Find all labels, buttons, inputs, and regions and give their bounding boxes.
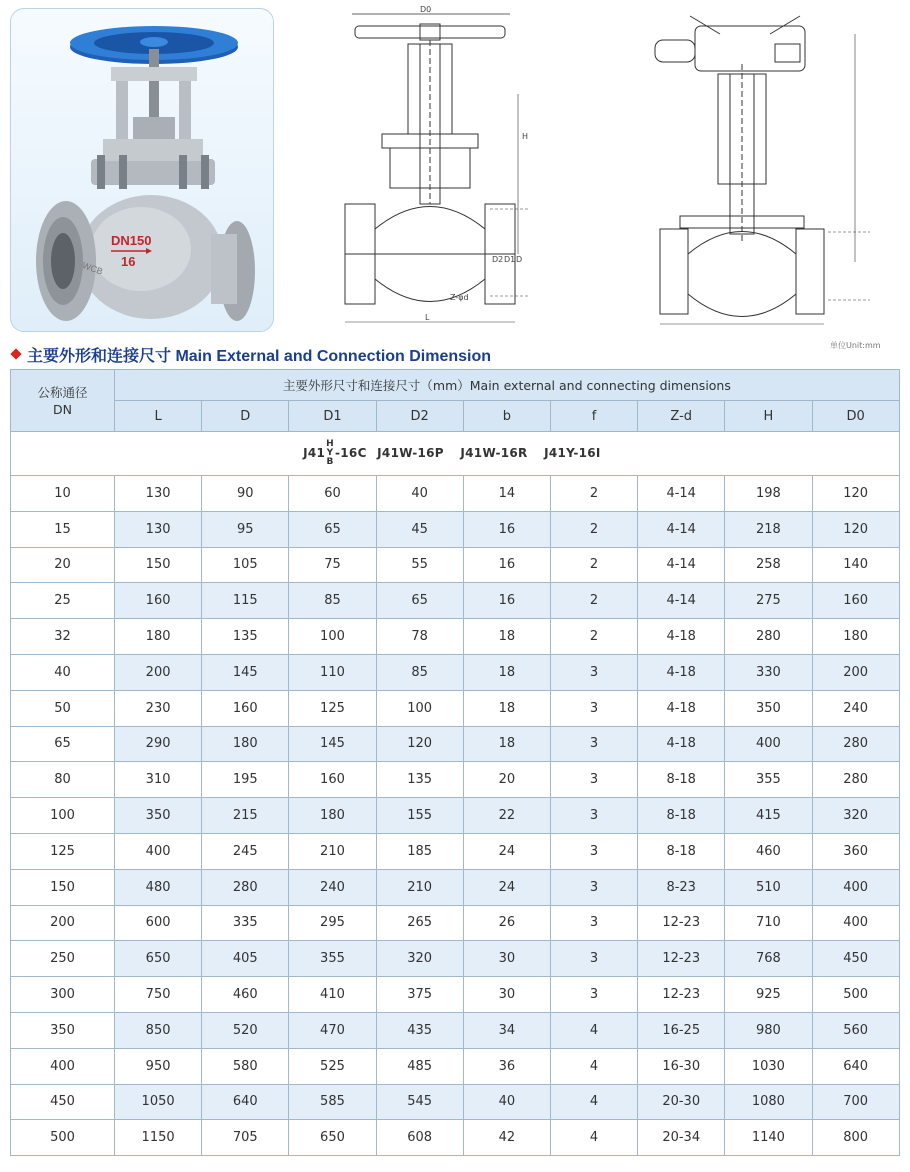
cell-b: 24 bbox=[463, 833, 550, 869]
table-row bbox=[11, 869, 900, 905]
cell-d1: 75 bbox=[289, 547, 376, 583]
cell-l: 750 bbox=[115, 977, 202, 1013]
cell-d2: 608 bbox=[376, 1120, 463, 1156]
valve-photo bbox=[10, 8, 274, 332]
table-row bbox=[11, 654, 900, 690]
cell-d1: 210 bbox=[289, 833, 376, 869]
dim-label-d: D bbox=[516, 255, 523, 264]
cell-f: 2 bbox=[550, 511, 637, 547]
cell-d0: 280 bbox=[812, 762, 899, 798]
cell-dn: 50 bbox=[11, 690, 115, 726]
cell-zd: 4-14 bbox=[638, 583, 725, 619]
cell-dn: 125 bbox=[11, 833, 115, 869]
cell-f: 2 bbox=[550, 619, 637, 655]
cell-h: 415 bbox=[725, 798, 812, 834]
cell-d2: 435 bbox=[376, 1012, 463, 1048]
diamond-bullet-icon bbox=[10, 348, 21, 359]
header-dn-en: DN bbox=[53, 401, 72, 417]
cell-d1: 125 bbox=[289, 690, 376, 726]
cell-l: 480 bbox=[115, 869, 202, 905]
cell-h: 980 bbox=[725, 1012, 812, 1048]
cell-d: 115 bbox=[202, 583, 289, 619]
cell-d0: 140 bbox=[812, 547, 899, 583]
header-col-b: b bbox=[463, 401, 550, 432]
cell-d1: 85 bbox=[289, 583, 376, 619]
cell-zd: 4-18 bbox=[638, 726, 725, 762]
cell-d: 195 bbox=[202, 762, 289, 798]
cell-d: 705 bbox=[202, 1120, 289, 1156]
cell-d: 405 bbox=[202, 941, 289, 977]
cell-d0: 120 bbox=[812, 476, 899, 512]
cell-b: 42 bbox=[463, 1120, 550, 1156]
section-heading bbox=[10, 343, 491, 365]
cell-dn: 400 bbox=[11, 1048, 115, 1084]
cell-zd: 12-23 bbox=[638, 941, 725, 977]
cell-d0: 180 bbox=[812, 619, 899, 655]
cell-l: 350 bbox=[115, 798, 202, 834]
cell-b: 40 bbox=[463, 1084, 550, 1120]
cell-b: 34 bbox=[463, 1012, 550, 1048]
cell-d: 90 bbox=[202, 476, 289, 512]
cell-d0: 640 bbox=[812, 1048, 899, 1084]
header-col-d1: D1 bbox=[289, 401, 376, 432]
cell-f: 3 bbox=[550, 654, 637, 690]
header-col-d: D bbox=[202, 401, 289, 432]
cell-b: 26 bbox=[463, 905, 550, 941]
cell-d: 280 bbox=[202, 869, 289, 905]
cell-zd: 8-18 bbox=[638, 762, 725, 798]
cell-d1: 180 bbox=[289, 798, 376, 834]
cell-d0: 500 bbox=[812, 977, 899, 1013]
cell-dn: 20 bbox=[11, 547, 115, 583]
cell-h: 925 bbox=[725, 977, 812, 1013]
cell-h: 218 bbox=[725, 511, 812, 547]
cell-l: 150 bbox=[115, 547, 202, 583]
cell-zd: 16-30 bbox=[638, 1048, 725, 1084]
cell-d0: 160 bbox=[812, 583, 899, 619]
header-group: 主要外形尺寸和连接尺寸（mm）Main external and connecting dimensions bbox=[115, 370, 900, 401]
cell-dn: 10 bbox=[11, 476, 115, 512]
cell-zd: 8-18 bbox=[638, 833, 725, 869]
cell-d1: 65 bbox=[289, 511, 376, 547]
cell-d0: 400 bbox=[812, 905, 899, 941]
dim-label-d1: D1 bbox=[504, 255, 516, 264]
cell-f: 3 bbox=[550, 798, 637, 834]
cell-d0: 200 bbox=[812, 654, 899, 690]
cell-l: 230 bbox=[115, 690, 202, 726]
cell-f: 4 bbox=[550, 1084, 637, 1120]
cell-zd: 16-25 bbox=[638, 1012, 725, 1048]
table-row bbox=[11, 798, 900, 834]
cell-zd: 12-23 bbox=[638, 977, 725, 1013]
cell-zd: 20-34 bbox=[638, 1120, 725, 1156]
cell-f: 2 bbox=[550, 583, 637, 619]
cell-l: 130 bbox=[115, 476, 202, 512]
cell-d: 95 bbox=[202, 511, 289, 547]
header-dn-cn: 公称通径 bbox=[37, 384, 88, 400]
cell-d: 335 bbox=[202, 905, 289, 941]
cell-d1: 240 bbox=[289, 869, 376, 905]
cell-h: 1080 bbox=[725, 1084, 812, 1120]
cell-d1: 145 bbox=[289, 726, 376, 762]
cell-d2: 320 bbox=[376, 941, 463, 977]
cell-d1: 60 bbox=[289, 476, 376, 512]
cell-d0: 320 bbox=[812, 798, 899, 834]
cell-dn: 450 bbox=[11, 1084, 115, 1120]
header-col-l: L bbox=[115, 401, 202, 432]
unit-note: 单位Unit:mm bbox=[830, 341, 881, 350]
cell-d: 245 bbox=[202, 833, 289, 869]
drawing-actuator-valve bbox=[650, 4, 885, 334]
body-marking-pn: 16 bbox=[121, 254, 136, 269]
cell-d2: 265 bbox=[376, 905, 463, 941]
cell-d2: 185 bbox=[376, 833, 463, 869]
cell-d: 640 bbox=[202, 1084, 289, 1120]
table-row bbox=[11, 619, 900, 655]
cell-d1: 525 bbox=[289, 1048, 376, 1084]
cell-b: 18 bbox=[463, 726, 550, 762]
header-col-f: f bbox=[550, 401, 637, 432]
model-3: J41W-16R bbox=[460, 446, 528, 460]
header-col-d0: D0 bbox=[812, 401, 899, 432]
cell-d0: 800 bbox=[812, 1120, 899, 1156]
cell-dn: 250 bbox=[11, 941, 115, 977]
model-cell bbox=[11, 432, 900, 476]
cell-f: 3 bbox=[550, 941, 637, 977]
cell-d1: 410 bbox=[289, 977, 376, 1013]
cell-h: 1030 bbox=[725, 1048, 812, 1084]
body-marking-material: WCB bbox=[80, 260, 105, 277]
cell-d: 145 bbox=[202, 654, 289, 690]
cell-dn: 25 bbox=[11, 583, 115, 619]
cell-f: 3 bbox=[550, 690, 637, 726]
model-stack: H Y B bbox=[326, 439, 334, 467]
cell-b: 30 bbox=[463, 941, 550, 977]
cell-h: 768 bbox=[725, 941, 812, 977]
cell-h: 258 bbox=[725, 547, 812, 583]
table-row bbox=[11, 726, 900, 762]
table-row bbox=[11, 1120, 900, 1156]
cell-b: 36 bbox=[463, 1048, 550, 1084]
cell-d2: 155 bbox=[376, 798, 463, 834]
cell-d2: 120 bbox=[376, 726, 463, 762]
body-marking-dn: DN150 bbox=[111, 233, 152, 248]
cell-h: 280 bbox=[725, 619, 812, 655]
cell-l: 310 bbox=[115, 762, 202, 798]
cell-d2: 40 bbox=[376, 476, 463, 512]
cell-d2: 545 bbox=[376, 1084, 463, 1120]
model-2: J41W-16P bbox=[377, 446, 444, 460]
cell-d0: 360 bbox=[812, 833, 899, 869]
cell-b: 20 bbox=[463, 762, 550, 798]
cell-l: 290 bbox=[115, 726, 202, 762]
cell-b: 18 bbox=[463, 619, 550, 655]
cell-d: 135 bbox=[202, 619, 289, 655]
cell-b: 24 bbox=[463, 869, 550, 905]
cell-zd: 8-23 bbox=[638, 869, 725, 905]
cell-d0: 450 bbox=[812, 941, 899, 977]
header-col-zd: Z-d bbox=[638, 401, 725, 432]
drawing-handwheel-valve bbox=[330, 4, 530, 334]
cell-f: 4 bbox=[550, 1012, 637, 1048]
dim-label-d0: D0 bbox=[420, 5, 432, 14]
cell-d1: 160 bbox=[289, 762, 376, 798]
cell-l: 650 bbox=[115, 941, 202, 977]
cell-h: 400 bbox=[725, 726, 812, 762]
cell-f: 3 bbox=[550, 869, 637, 905]
cell-b: 18 bbox=[463, 654, 550, 690]
cell-zd: 4-18 bbox=[638, 690, 725, 726]
table-row bbox=[11, 1048, 900, 1084]
cell-l: 400 bbox=[115, 833, 202, 869]
cell-d2: 485 bbox=[376, 1048, 463, 1084]
cell-h: 355 bbox=[725, 762, 812, 798]
table-row bbox=[11, 1084, 900, 1120]
cell-h: 510 bbox=[725, 869, 812, 905]
cell-f: 2 bbox=[550, 476, 637, 512]
cell-d2: 85 bbox=[376, 654, 463, 690]
cell-b: 18 bbox=[463, 690, 550, 726]
table-row bbox=[11, 583, 900, 619]
cell-b: 22 bbox=[463, 798, 550, 834]
cell-d2: 55 bbox=[376, 547, 463, 583]
section-title: 主要外形和连接尺寸 Main External and Connection Dimension bbox=[27, 347, 492, 365]
cell-h: 275 bbox=[725, 583, 812, 619]
cell-d1: 295 bbox=[289, 905, 376, 941]
cell-d2: 45 bbox=[376, 511, 463, 547]
table-row bbox=[11, 1012, 900, 1048]
cell-zd: 4-14 bbox=[638, 476, 725, 512]
cell-f: 3 bbox=[550, 726, 637, 762]
table-row bbox=[11, 547, 900, 583]
cell-d: 160 bbox=[202, 690, 289, 726]
cell-d: 215 bbox=[202, 798, 289, 834]
table-row bbox=[11, 511, 900, 547]
cell-d0: 120 bbox=[812, 511, 899, 547]
cell-dn: 32 bbox=[11, 619, 115, 655]
cell-d: 580 bbox=[202, 1048, 289, 1084]
cell-b: 30 bbox=[463, 977, 550, 1013]
cell-f: 4 bbox=[550, 1048, 637, 1084]
header-dn bbox=[11, 370, 115, 432]
cell-h: 1140 bbox=[725, 1120, 812, 1156]
dim-label-bolt: Z-φd bbox=[450, 293, 469, 302]
cell-dn: 200 bbox=[11, 905, 115, 941]
cell-d: 105 bbox=[202, 547, 289, 583]
cell-d1: 470 bbox=[289, 1012, 376, 1048]
cell-d: 520 bbox=[202, 1012, 289, 1048]
cell-d1: 585 bbox=[289, 1084, 376, 1120]
model-row bbox=[11, 432, 900, 476]
cell-f: 2 bbox=[550, 547, 637, 583]
cell-zd: 12-23 bbox=[638, 905, 725, 941]
cell-zd: 20-30 bbox=[638, 1084, 725, 1120]
cell-dn: 350 bbox=[11, 1012, 115, 1048]
cell-zd: 4-18 bbox=[638, 654, 725, 690]
cell-b: 14 bbox=[463, 476, 550, 512]
cell-zd: 4-18 bbox=[638, 619, 725, 655]
cell-d0: 700 bbox=[812, 1084, 899, 1120]
table-row bbox=[11, 762, 900, 798]
cell-h: 198 bbox=[725, 476, 812, 512]
cell-l: 160 bbox=[115, 583, 202, 619]
model-4: J41Y-16I bbox=[544, 446, 601, 460]
cell-zd: 4-14 bbox=[638, 511, 725, 547]
cell-zd: 8-18 bbox=[638, 798, 725, 834]
cell-d2: 135 bbox=[376, 762, 463, 798]
cell-l: 180 bbox=[115, 619, 202, 655]
dim-label-d2: D2 bbox=[492, 255, 504, 264]
cell-d2: 210 bbox=[376, 869, 463, 905]
cell-d0: 280 bbox=[812, 726, 899, 762]
header-col-h: H bbox=[725, 401, 812, 432]
cell-d1: 650 bbox=[289, 1120, 376, 1156]
cell-l: 850 bbox=[115, 1012, 202, 1048]
cell-l: 600 bbox=[115, 905, 202, 941]
cell-d2: 100 bbox=[376, 690, 463, 726]
cell-l: 1050 bbox=[115, 1084, 202, 1120]
cell-d: 460 bbox=[202, 977, 289, 1013]
dim-label-l: L bbox=[425, 313, 430, 322]
cell-d: 180 bbox=[202, 726, 289, 762]
cell-h: 460 bbox=[725, 833, 812, 869]
cell-l: 950 bbox=[115, 1048, 202, 1084]
cell-b: 16 bbox=[463, 511, 550, 547]
cell-dn: 150 bbox=[11, 869, 115, 905]
cell-f: 3 bbox=[550, 762, 637, 798]
cell-d1: 110 bbox=[289, 654, 376, 690]
cell-h: 330 bbox=[725, 654, 812, 690]
cell-d1: 100 bbox=[289, 619, 376, 655]
cell-f: 3 bbox=[550, 977, 637, 1013]
table-row bbox=[11, 476, 900, 512]
cell-dn: 15 bbox=[11, 511, 115, 547]
table-row bbox=[11, 977, 900, 1013]
dim-label-h: H bbox=[522, 132, 529, 141]
table-row bbox=[11, 941, 900, 977]
cell-d2: 65 bbox=[376, 583, 463, 619]
cell-d0: 560 bbox=[812, 1012, 899, 1048]
cell-b: 16 bbox=[463, 583, 550, 619]
cell-f: 3 bbox=[550, 905, 637, 941]
cell-l: 1150 bbox=[115, 1120, 202, 1156]
table-row bbox=[11, 905, 900, 941]
cell-d2: 375 bbox=[376, 977, 463, 1013]
model-suffix: -16C bbox=[334, 446, 367, 460]
cell-d0: 400 bbox=[812, 869, 899, 905]
cell-b: 16 bbox=[463, 547, 550, 583]
cell-dn: 500 bbox=[11, 1120, 115, 1156]
cell-l: 130 bbox=[115, 511, 202, 547]
table-row bbox=[11, 690, 900, 726]
cell-f: 4 bbox=[550, 1120, 637, 1156]
cell-dn: 65 bbox=[11, 726, 115, 762]
cell-dn: 300 bbox=[11, 977, 115, 1013]
cell-d1: 355 bbox=[289, 941, 376, 977]
cell-zd: 4-14 bbox=[638, 547, 725, 583]
header-col-d2: D2 bbox=[376, 401, 463, 432]
cell-d2: 78 bbox=[376, 619, 463, 655]
cell-dn: 80 bbox=[11, 762, 115, 798]
cell-h: 710 bbox=[725, 905, 812, 941]
cell-dn: 100 bbox=[11, 798, 115, 834]
dimension-table bbox=[10, 369, 900, 1156]
cell-h: 350 bbox=[725, 690, 812, 726]
cell-d0: 240 bbox=[812, 690, 899, 726]
cell-dn: 40 bbox=[11, 654, 115, 690]
cell-f: 3 bbox=[550, 833, 637, 869]
table-row bbox=[11, 833, 900, 869]
model-prefix: J41 bbox=[303, 446, 326, 460]
cell-l: 200 bbox=[115, 654, 202, 690]
